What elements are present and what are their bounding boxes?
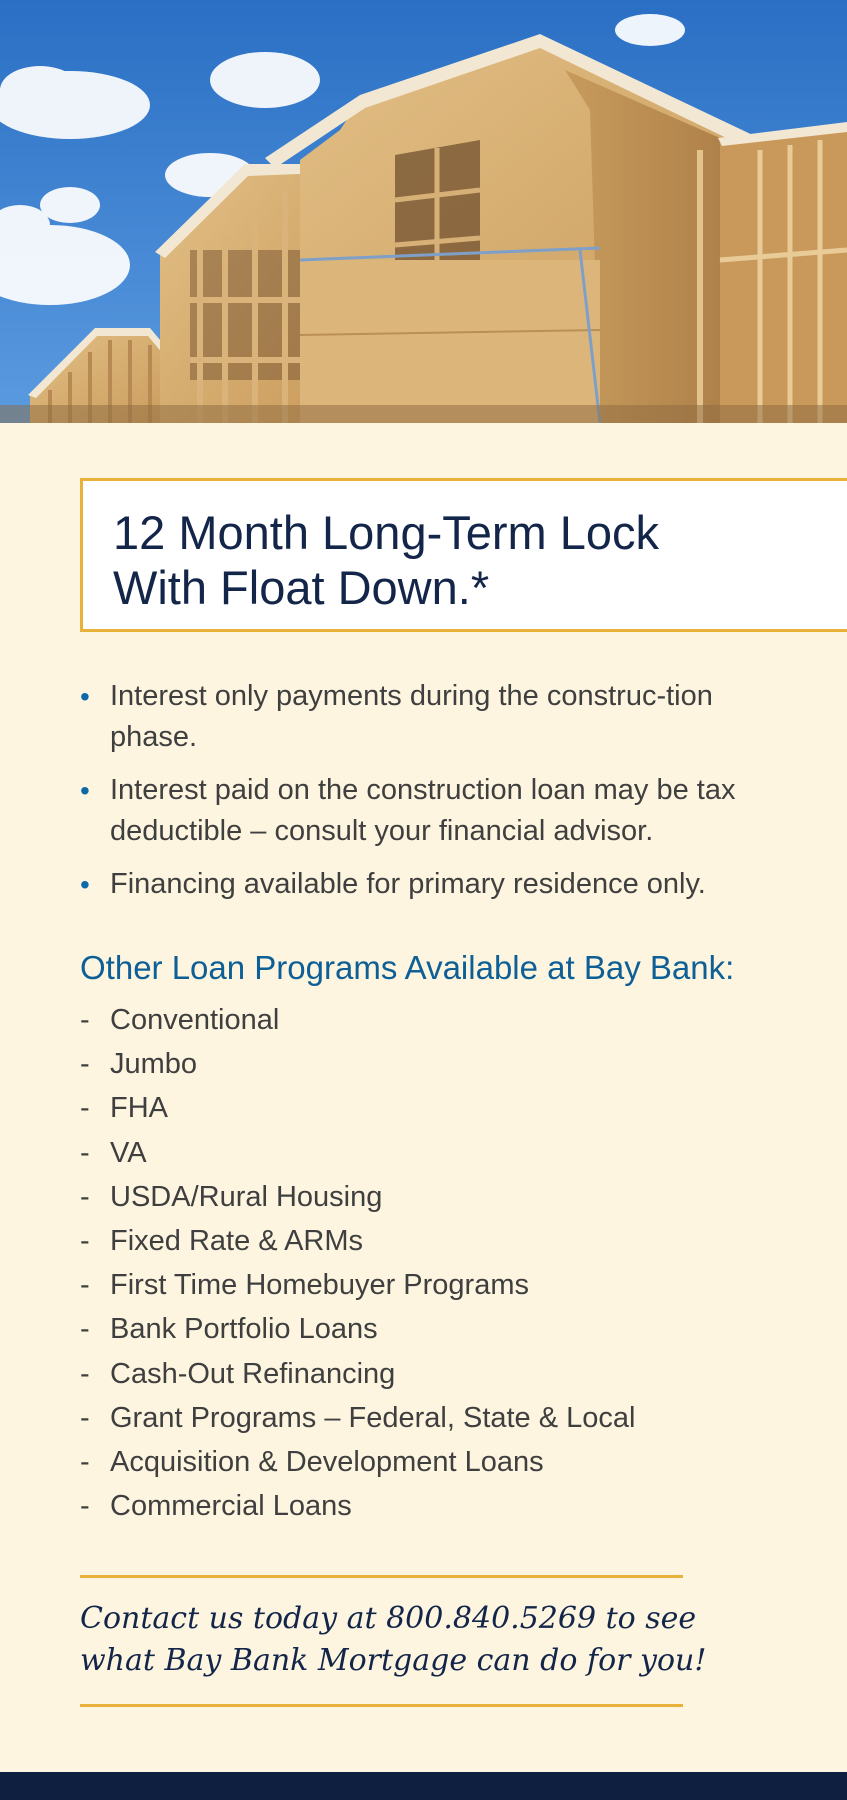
program-item: - VA <box>80 1136 147 1169</box>
feature-bullet-list <box>80 676 780 917</box>
contact-line-2: what Bay Bank Mortgage can do for you! <box>80 1643 707 1678</box>
program-label: VA <box>110 1136 147 1169</box>
footer-bar <box>0 1772 847 1800</box>
program-item: - Commercial Loans <box>80 1490 352 1523</box>
program-label: Commercial Loans <box>110 1490 352 1523</box>
bullet-dot-icon: • <box>80 775 90 806</box>
contact-callout <box>80 1598 720 1682</box>
program-item: - FHA <box>80 1092 168 1125</box>
bullet-item <box>80 676 780 758</box>
program-item: - Jumbo <box>80 1048 198 1081</box>
program-item: - Acquisition & Development Loans <box>80 1446 544 1479</box>
bullet-text: Financing available for primary residence only. <box>110 868 706 900</box>
program-label: Fixed Rate & ARMs <box>110 1225 364 1258</box>
program-item: - First Time Homebuyer Programs <box>80 1269 529 1302</box>
bullet-dot-icon: • <box>80 869 90 900</box>
bottom-gold-divider <box>80 1704 683 1707</box>
programs-heading: Other Loan Programs Available at Bay Bank: <box>80 949 735 986</box>
program-item: - Grant Programs – Federal, State & Local <box>80 1401 636 1434</box>
house-frame-illustration <box>0 0 847 423</box>
top-gold-divider <box>80 1575 683 1578</box>
program-label: Conventional <box>110 1004 280 1036</box>
headline-box <box>80 478 847 632</box>
loan-programs-list <box>80 998 635 1528</box>
headline-line-2: With Float Down.* <box>113 561 490 614</box>
program-item: - Fixed Rate & ARMs <box>80 1225 364 1258</box>
program-label: USDA/Rural Housing <box>110 1180 383 1213</box>
program-item: - Cash-Out Refinancing <box>80 1357 396 1390</box>
program-label: Cash-Out Refinancing <box>110 1357 396 1390</box>
contact-line-1: Contact us today at 800.840.5269 to see <box>80 1601 697 1636</box>
program-label: Grant Programs – Federal, State & Local <box>110 1401 636 1434</box>
program-item: - Conventional <box>80 1004 280 1036</box>
bullet-dot-icon: • <box>80 681 90 712</box>
program-label: FHA <box>110 1092 168 1125</box>
program-label: Jumbo <box>110 1048 198 1081</box>
program-label: Acquisition & Development Loans <box>110 1446 544 1479</box>
bullet-text: Interest only payments during the construc-tion phase. <box>110 680 713 753</box>
headline <box>113 505 659 615</box>
headline-line-1: 12 Month Long-Term Lock <box>113 506 660 559</box>
program-item: - USDA/Rural Housing <box>80 1180 383 1213</box>
bullet-text: Interest paid on the construction loan may be tax deductible – consult your financial advisor. <box>110 774 736 847</box>
bullet-item <box>80 864 780 905</box>
bullet-item <box>80 770 780 852</box>
program-label: First Time Homebuyer Programs <box>110 1269 529 1302</box>
program-item: - Bank Portfolio Loans <box>80 1313 378 1346</box>
program-label: Bank Portfolio Loans <box>110 1313 378 1346</box>
hero-image-house-construction <box>0 0 847 423</box>
